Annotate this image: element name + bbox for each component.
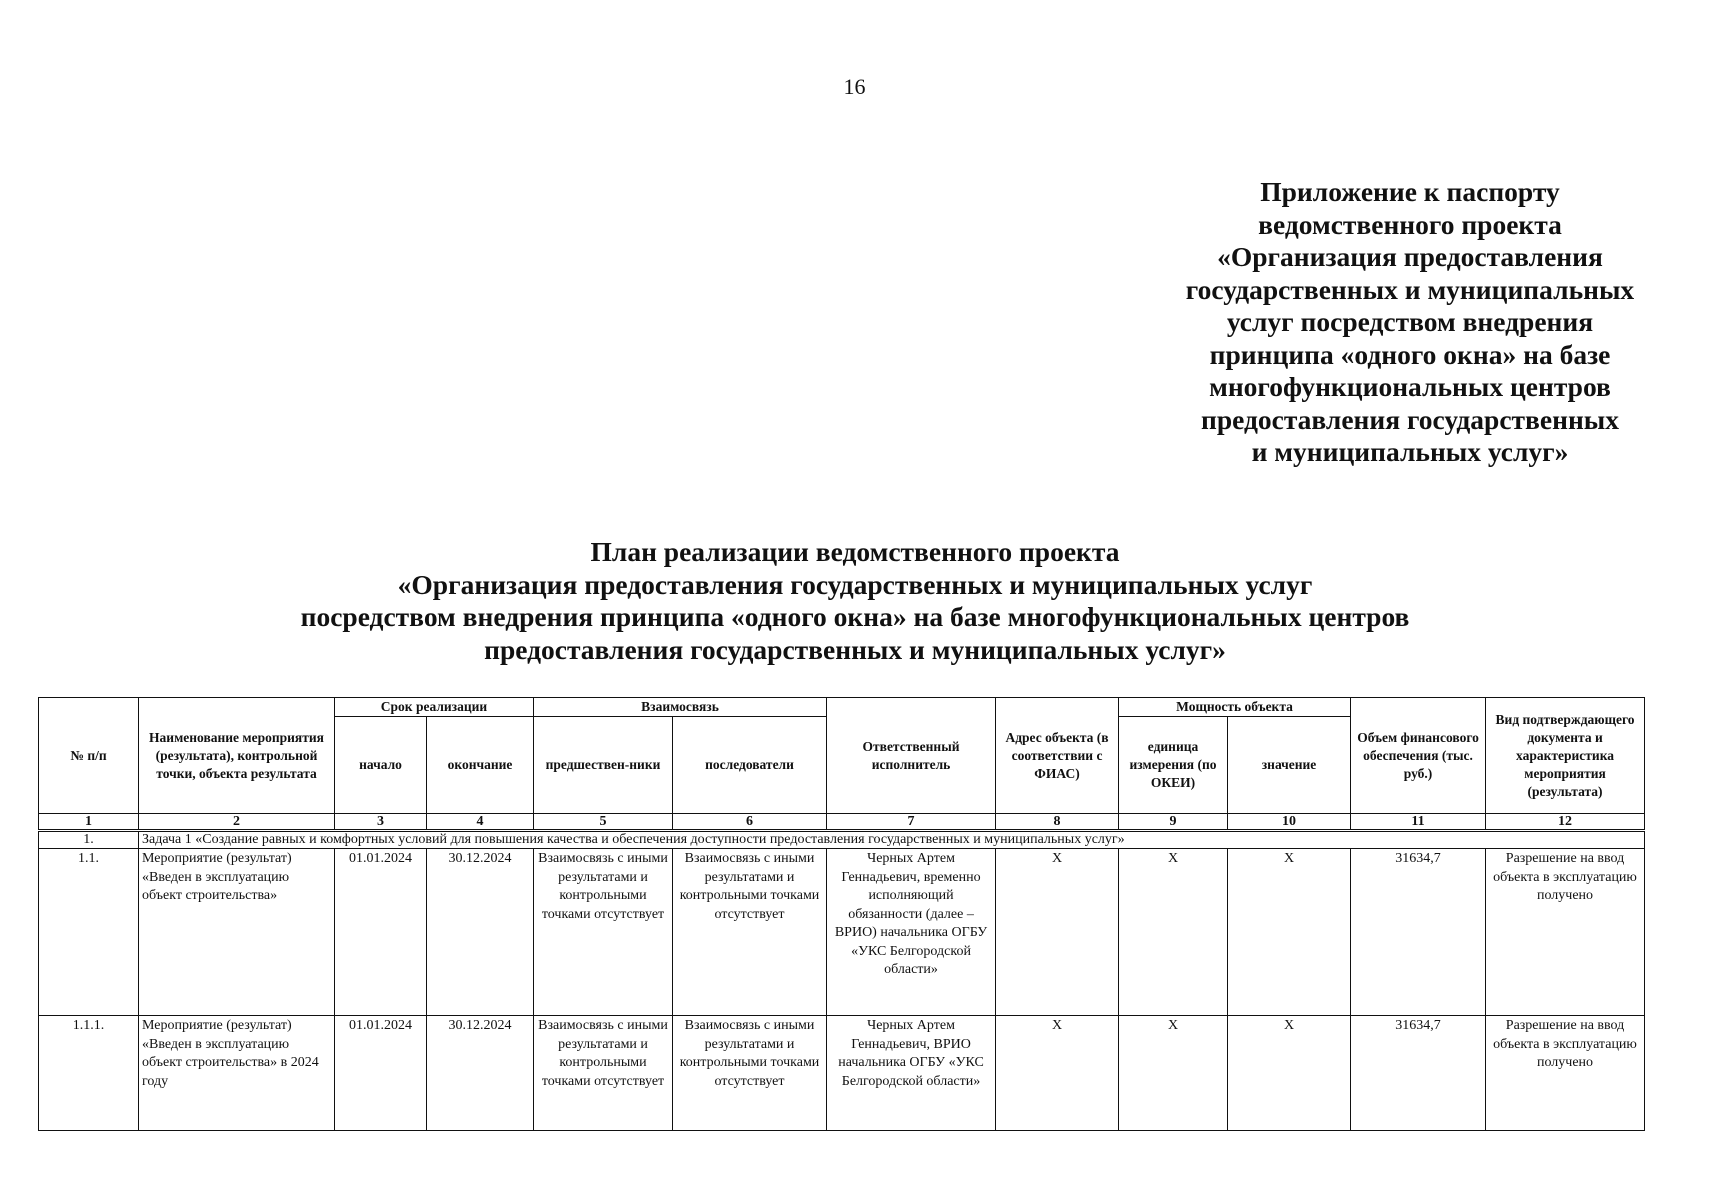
- cell-address: X: [996, 1016, 1119, 1131]
- cell-followers: Взаимосвязь с иными результатами и контрольными точками отсутствует: [673, 849, 827, 1016]
- column-number: 12: [1486, 814, 1645, 831]
- appendix-line: государственных и муниципальных: [1185, 273, 1635, 305]
- column-number: 10: [1228, 814, 1351, 831]
- appendix-line: и муниципальных услуг»: [1251, 436, 1569, 467]
- task-row: [39, 831, 1645, 849]
- cell-address: X: [996, 849, 1119, 1016]
- header-document: Вид подтверждающего документа и характеристика мероприятия (результата): [1486, 698, 1645, 814]
- column-number: 11: [1351, 814, 1486, 831]
- plan-title-line: «Организация предоставления государственных и муниципальных услуг: [397, 568, 1313, 600]
- cell-name: Мероприятие (результат) «Введен в эксплуатацию объект строительства»: [139, 849, 335, 1016]
- table-row: [39, 1016, 1645, 1131]
- cell-start: 01.01.2024: [335, 1016, 427, 1131]
- column-numbers-row: [39, 814, 1645, 831]
- appendix-line: предоставления государственных: [1200, 403, 1620, 435]
- appendix-heading: [1150, 176, 1670, 469]
- table-header-row: [39, 698, 1645, 717]
- header-predecessors: предшествен-ники: [534, 717, 673, 814]
- column-number: 9: [1119, 814, 1228, 831]
- page-number: 16: [843, 74, 866, 99]
- plan-title-line: посредством внедрения принципа «одного окна» на базе многофункциональных центров: [300, 601, 1410, 632]
- cell-predecessors: Взаимосвязь с иными результатами и контрольными точками отсутствует: [534, 849, 673, 1016]
- column-number: 5: [534, 814, 673, 831]
- header-name: Наименование мероприятия (результата), контрольной точки, объекта результата: [139, 698, 335, 814]
- appendix-line: ведомственного проекта: [1258, 208, 1562, 240]
- implementation-plan-table: [38, 697, 1645, 1131]
- appendix-line: принципа «одного окна» на базе: [1209, 338, 1611, 370]
- cell-funding: 31634,7: [1351, 1016, 1486, 1131]
- header-capacity-group: Мощность объекта: [1119, 698, 1351, 717]
- header-responsible: Ответственный исполнитель: [827, 698, 996, 814]
- cell-responsible: Черных Артем Геннадьевич, временно исполняющий обязанности (далее – ВРИО) начальника ОГБУ «УКС Белгородской области»: [827, 849, 996, 1016]
- cell-value: X: [1228, 849, 1351, 1016]
- column-number: 6: [673, 814, 827, 831]
- cell-predecessors: Взаимосвязь с иными результатами и контрольными точками отсутствует: [534, 1016, 673, 1131]
- cell-document: Разрешение на ввод объекта в эксплуатацию получено: [1486, 849, 1645, 1016]
- plan-title-line: План реализации ведомственного проекта: [590, 536, 1120, 567]
- appendix-line: услуг посредством внедрения: [1226, 306, 1594, 337]
- cell-end: 30.12.2024: [427, 849, 534, 1016]
- header-start: начало: [335, 717, 427, 814]
- header-end: окончание: [427, 717, 534, 814]
- cell-end: 30.12.2024: [427, 1016, 534, 1131]
- table-row: [39, 849, 1645, 1016]
- header-value: значение: [1228, 717, 1351, 814]
- plan-title: [140, 536, 1570, 666]
- column-number: 4: [427, 814, 534, 831]
- cell-unit: X: [1119, 1016, 1228, 1131]
- cell-funding: 31634,7: [1351, 849, 1486, 1016]
- header-address: Адрес объекта (в соответствии с ФИАС): [996, 698, 1119, 814]
- cell-num: 1.1.1.: [39, 1016, 139, 1131]
- cell-followers: Взаимосвязь с иными результатами и контрольными точками отсутствует: [673, 1016, 827, 1131]
- column-number: 8: [996, 814, 1119, 831]
- header-followers: последователи: [673, 717, 827, 814]
- header-funding: Объем финансового обеспечения (тыс. руб.): [1351, 698, 1486, 814]
- column-number: 1: [39, 814, 139, 831]
- header-unit: единица измерения (по ОКЕИ): [1119, 717, 1228, 814]
- appendix-line: многофункциональных центров: [1209, 371, 1611, 402]
- cell-start: 01.01.2024: [335, 849, 427, 1016]
- cell-unit: X: [1119, 849, 1228, 1016]
- plan-title-line: предоставления государственных и муниципальных услуг»: [484, 633, 1226, 665]
- header-period-group: Срок реализации: [335, 698, 534, 717]
- header-num: № п/п: [39, 698, 139, 814]
- cell-num: 1.1.: [39, 849, 139, 1016]
- header-relation-group: Взаимосвязь: [534, 698, 827, 717]
- appendix-line: Приложение к паспорту: [1260, 176, 1560, 207]
- column-number: 2: [139, 814, 335, 831]
- cell-document: Разрешение на ввод объекта в эксплуатацию получено: [1486, 1016, 1645, 1131]
- cell-name: Мероприятие (результат) «Введен в эксплуатацию объект строительства» в 2024 году: [139, 1016, 335, 1131]
- column-number: 7: [827, 814, 996, 831]
- column-number: 3: [335, 814, 427, 831]
- cell-value: X: [1228, 1016, 1351, 1131]
- task-num: 1.: [39, 831, 139, 849]
- task-text: Задача 1 «Создание равных и комфортных условий для повышения качества и обеспечения доступности предоставления государственных и муниципальных услуг»: [139, 831, 1645, 849]
- cell-responsible: Черных Артем Геннадьевич, ВРИО начальника ОГБУ «УКС Белгородской области»: [827, 1016, 996, 1131]
- appendix-line: «Организация предоставления: [1217, 241, 1603, 272]
